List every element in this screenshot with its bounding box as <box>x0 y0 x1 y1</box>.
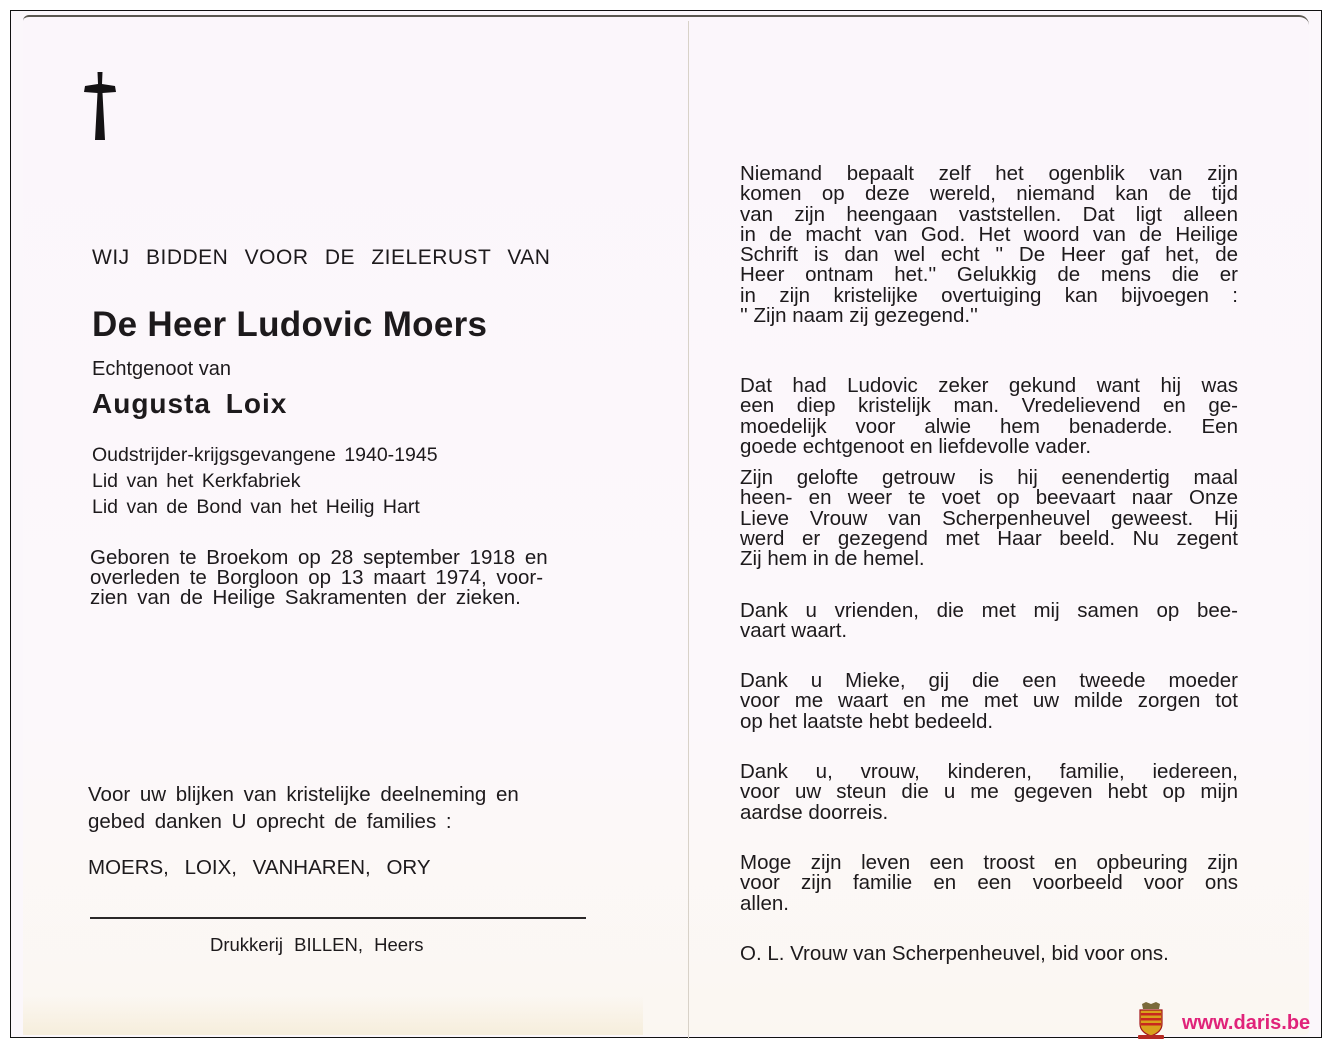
family-names: MOERS, LOIX, VANHAREN, ORY <box>88 856 431 879</box>
spouse-name: Augusta Loix <box>92 388 288 419</box>
paragraph-line: '' Zijn naam zij gezegend.'' <box>740 304 978 328</box>
coat-of-arms-icon <box>1136 1000 1166 1040</box>
watermark-url: www.daris.be <box>1182 1012 1311 1034</box>
paragraph-line: een diep kristelijk man. Vredelievend en ge- <box>740 394 1238 418</box>
paragraph-line: Moge zijn leven een troost en opbeuring zijn <box>740 851 1238 874</box>
paragraph-line: Lieve Vrouw van Scherpenheuvel geweest. Hij <box>740 506 1238 530</box>
paragraph-line: moedelijk voor alwie hem benaderde. Een <box>740 414 1238 438</box>
paragraph-line: werd er gezegend met Haar beeld. Nu zegent <box>740 526 1238 550</box>
right-paragraph <box>740 944 1238 964</box>
printer-credit: Drukkerij BILLEN, Heers <box>210 934 424 955</box>
spouse-label: Echtgenoot van <box>92 358 231 380</box>
watermark <box>1132 1000 1332 1046</box>
paragraph-line: Schrift is dan wel echt '' De Heer gaf het, de <box>740 243 1238 267</box>
right-paragraph <box>740 853 1238 914</box>
paragraph-line: vaart waart. <box>740 619 848 643</box>
title-line: Lid van het Kerkfabriek <box>92 470 301 492</box>
titles-list <box>92 442 438 520</box>
card-fold-line <box>688 21 689 1039</box>
thanks-line: Voor uw blijken van kristelijke deelneming en <box>88 783 519 806</box>
divider-rule <box>90 917 586 919</box>
paragraph-line: komen op deze wereld, niemand kan de tijd <box>740 182 1238 206</box>
paragraph-line: O. L. Vrouw van Scherpenheuvel, bid voor ons. <box>740 942 1169 965</box>
paragraph-line: op het laatste hebt bedeeld. <box>740 709 994 733</box>
paragraph-line: allen. <box>740 891 790 915</box>
title-line: Lid van de Bond van het Heilig Hart <box>92 496 420 518</box>
latin-cross-icon <box>82 72 118 142</box>
paragraph-line: Niemand bepaalt zelf het ogenblik van zijn <box>740 162 1238 185</box>
paragraph-line: Dank u Mieke, gij die een tweede moeder <box>740 669 1238 692</box>
paragraph-line: heen- en weer te voet op beevaart naar Onze <box>740 486 1238 510</box>
paper-stain <box>23 995 643 1035</box>
right-paragraph <box>740 376 1238 457</box>
prayer-heading: WIJ BIDDEN VOOR DE ZIELERUST VAN <box>92 246 551 269</box>
right-paragraph <box>740 601 1238 642</box>
paragraph-line: Heer ontnam het.'' Gelukkig de mens die er <box>740 263 1238 287</box>
paragraph-line: voor uw steun die u me gegeven hebt op mijn <box>740 780 1238 804</box>
paragraph-line: aardse doorreis. <box>740 800 889 824</box>
bio-paragraph <box>90 548 548 608</box>
bio-line: Geboren te Broekom op 28 september 1918 en <box>90 546 548 569</box>
bio-line: overleden te Borgloon op 13 maart 1974, voor- <box>90 566 544 589</box>
paragraph-line: voor zijn familie en een voorbeeld voor ons <box>740 871 1238 895</box>
right-paragraph <box>740 468 1238 569</box>
paragraph-line: Dat had Ludovic zeker gekund want hij was <box>740 374 1238 397</box>
paragraph-line: Zij hem in de hemel. <box>740 547 925 571</box>
paragraph-line: van zijn heengaan vaststellen. Dat ligt alleen <box>740 202 1238 226</box>
deceased-name: De Heer Ludovic Moers <box>92 305 488 344</box>
paragraph-line: Zijn gelofte getrouw is hij eenendertig maal <box>740 466 1238 489</box>
right-paragraph <box>740 671 1238 732</box>
paragraph-line: in zijn kristelijke overtuiging kan bijvoegen : <box>740 283 1238 307</box>
paragraph-line: in de macht van God. Het woord van de Heilige <box>740 222 1238 246</box>
paragraph-line: Dank u vrienden, die met mij samen op bee- <box>740 599 1238 622</box>
right-paragraph <box>740 762 1238 823</box>
thanks-paragraph <box>88 781 519 835</box>
title-line: Oudstrijder-krijgsgevangene 1940-1945 <box>92 444 438 466</box>
right-paragraph <box>740 164 1238 326</box>
bio-line: zien van de Heilige Sakramenten der zieken. <box>90 586 521 609</box>
paragraph-line: voor me waart en me met uw milde zorgen tot <box>740 689 1238 713</box>
paragraph-line: Dank u, vrouw, kinderen, familie, iedereen, <box>740 760 1238 783</box>
thanks-line: gebed danken U oprecht de families : <box>88 810 452 833</box>
paragraph-line: goede echtgenoot en liefdevolle vader. <box>740 434 1092 458</box>
